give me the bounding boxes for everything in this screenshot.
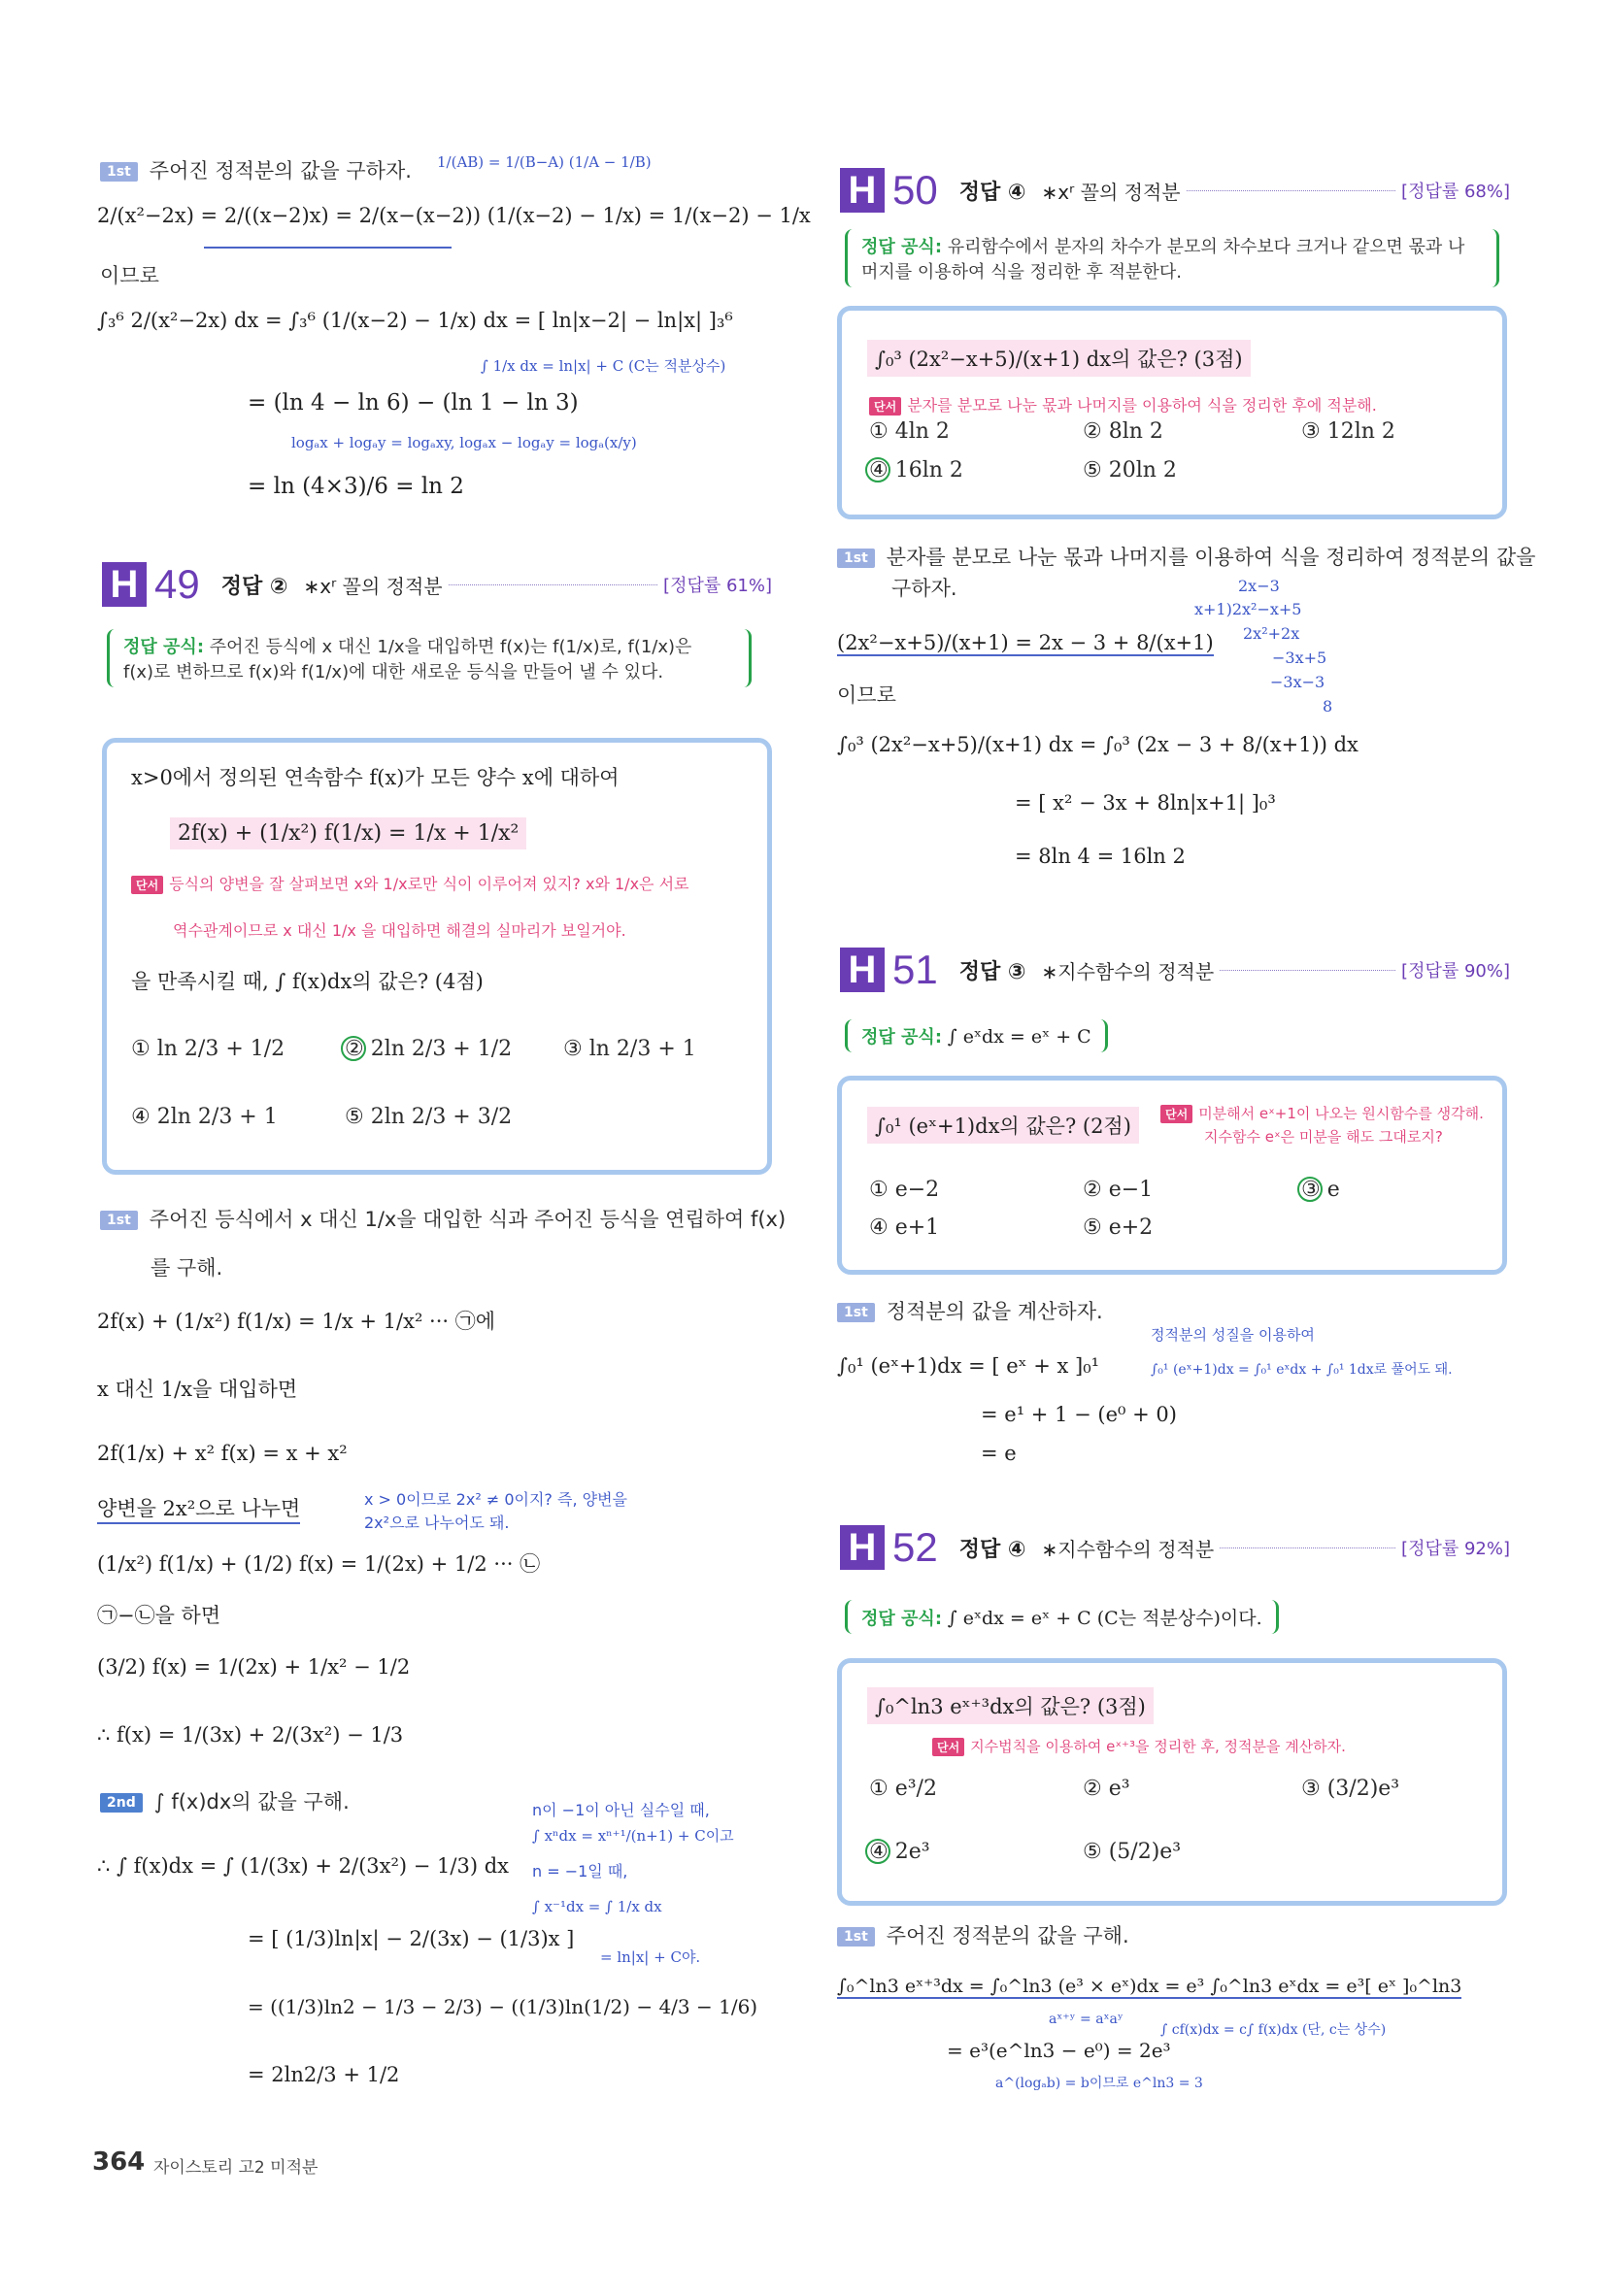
choice-1[interactable]: ① e−2	[869, 1178, 940, 1202]
hint-text: 지수법칙을 이용하여 eˣ⁺³을 정리한 후, 정적분을 계산하자.	[970, 1738, 1346, 1755]
choice-3[interactable]: ③ ln 2/3 + 1	[563, 1037, 696, 1061]
eq-subtract: ㉠−㉡을 하면	[97, 1604, 221, 1627]
eq-integral: ∫₀¹ (eˣ+1)dx = [ eˣ + x ]₀¹	[837, 1354, 1100, 1378]
underline	[204, 247, 452, 249]
h-badge: H	[102, 562, 147, 607]
answer-label: 정답 ③	[958, 959, 1026, 984]
formula-label: 정답 공식:	[861, 237, 943, 257]
choice-4[interactable]: ④ e+1	[869, 1215, 940, 1240]
dotted-leader	[1187, 189, 1395, 191]
formula-text: ∫ eˣdx = eˣ + C	[947, 1026, 1091, 1048]
dotted-leader	[1220, 1547, 1395, 1548]
problem-number: 51	[892, 947, 938, 992]
formula-text: ∫ eˣdx = eˣ + C (C는 적분상수)이다.	[947, 1608, 1262, 1629]
eq-answer: = 2ln2/3 + 1/2	[248, 2063, 400, 2086]
choice-2-label: ② 2ln 2/3 + 1/2	[345, 1037, 513, 1061]
question-text: ∫₀³ (2x²−x+5)/(x+1) dx의 값은? (3점)	[867, 340, 1251, 377]
problem-header-50	[840, 167, 1510, 214]
choice-2[interactable]: ② 8ln 2	[1083, 419, 1163, 444]
formula-text-2: 머지를 이용하여 식을 정리한 후 적분한다.	[861, 262, 1182, 283]
division-line-1: x+1)2x²−x+5	[1194, 600, 1302, 618]
eq-result-ln2: = ln (4×3)/6 = ln 2	[248, 474, 464, 499]
accuracy-rate: [정답률 90%]	[1401, 961, 1510, 982]
choice-3[interactable]: ③ 12ln 2	[1301, 419, 1395, 444]
step-text: 정적분의 값을 계산하자.	[886, 1300, 1103, 1323]
hint-badge: 단서	[932, 1738, 964, 1756]
choice-5[interactable]: ⑤ 2ln 2/3 + 3/2	[345, 1105, 513, 1129]
eq-evaluate: = e¹ + 1 − (e⁰ + 0)	[981, 1403, 1177, 1426]
choice-2[interactable]	[345, 1037, 512, 1061]
division-quotient: 2x−3	[1238, 577, 1280, 595]
choice-2[interactable]: ② e−1	[1083, 1178, 1154, 1202]
correct-answer-circle	[1297, 1177, 1323, 1202]
choice-1[interactable]: ① e³/2	[869, 1777, 937, 1801]
correct-answer-circle	[865, 1839, 890, 1864]
formula-text-2: f(x)로 변하므로 f(x)와 f(1/x)에 대한 새로운 등식을 만들어 낼 수 있다.	[123, 662, 664, 682]
choice-4-label: ④ 2e³	[869, 1840, 930, 1864]
problem-header-52	[840, 1524, 1510, 1571]
eq-integral: ∫₀^ln3 eˣ⁺³dx = ∫₀^ln3 (e³ × eˣ)dx = e³ ∫₀^ln3 eˣdx = e³[ eˣ ]₀^ln3	[837, 1976, 1462, 1997]
text-imeuro: 이므로	[837, 683, 896, 707]
note-divide-1: x > 0이므로 2x² ≠ 0이지? 즉, 양변을	[364, 1490, 627, 1509]
choice-4[interactable]: ④ 2ln 2/3 + 1	[131, 1105, 278, 1129]
division-line-4: −3x−3	[1270, 673, 1325, 691]
note-property-2: ∫₀¹ (eˣ+1)dx = ∫₀¹ eˣdx + ∫₀¹ 1dx로 풀어도 돼.	[1151, 1362, 1453, 1378]
eq-substitute-text: x 대신 1/x을 대입하면	[97, 1378, 298, 1401]
formula-label: 정답 공식:	[861, 1027, 943, 1048]
formula-label: 정답 공식:	[861, 1609, 943, 1629]
choice-3[interactable]	[1301, 1178, 1340, 1202]
problem-header-51	[840, 947, 1510, 993]
hint-line-2: 역수관계이므로 x 대신 1/x 을 대입하면 해결의 실마리가 보일거야.	[173, 921, 626, 940]
h-badge: H	[840, 948, 885, 992]
correct-answer-circle	[341, 1036, 366, 1061]
topic-label: ∗xʳ 꼴의 정적분	[1041, 180, 1181, 204]
note-constant-multiple: ∫ cf(x)dx = c∫ f(x)dx (단, c는 상수)	[1160, 2022, 1387, 2038]
step-badge: 1st	[100, 1211, 138, 1230]
step-badge: 1st	[100, 162, 138, 182]
hint-text: 미분해서 eˣ+1이 나오는 원시함수를 생각해.	[1198, 1105, 1484, 1122]
formula-box-49	[107, 629, 752, 687]
hint-badge: 단서	[131, 876, 163, 894]
hint-badge: 단서	[869, 397, 901, 416]
choice-2[interactable]: ② e³	[1083, 1777, 1130, 1801]
division-line-3: −3x+5	[1272, 649, 1327, 667]
note-power-rule-3: n = −1일 때,	[532, 1862, 628, 1880]
division-line-2: 2x²+2x	[1243, 624, 1300, 643]
formula-text-1: 주어진 등식에 x 대신 1/x을 대입하면 f(x)는 f(1/x)로, f(1/x)은	[209, 637, 692, 657]
step-text: 주어진 정적분의 값을 구해.	[886, 1924, 1129, 1947]
note-power-rule-4: ∫ x⁻¹dx = ∫ 1/x dx	[532, 1898, 662, 1915]
answer-label: 정답 ②	[220, 574, 288, 599]
step-line-2	[100, 1786, 350, 1815]
accuracy-rate: [정답률 61%]	[663, 576, 772, 596]
choice-3[interactable]: ③ (3/2)e³	[1301, 1777, 1400, 1801]
hint-badge: 단서	[1160, 1105, 1192, 1123]
eq-answer: = 8ln 4 = 16ln 2	[1015, 845, 1186, 868]
step-text: 주어진 정적분의 값을 구하자.	[149, 159, 412, 183]
eq-fx: ∴ f(x) = 1/(3x) + 2/(3x²) − 1/3	[97, 1723, 404, 1747]
step-badge: 1st	[837, 1927, 875, 1947]
eq-evaluate: = ((1/3)ln2 − 1/3 − 2/3) − ((1/3)ln(1/2) − 4/3 − 1/6)	[248, 1995, 758, 2018]
eq-partial-fraction: 2/(x²−2x) = 2/((x−2)x) = 2/(x−(x−2)) (1/(x−2) − 1/x) = 1/(x−2) − 1/x	[97, 204, 811, 227]
step-badge: 1st	[837, 1303, 875, 1322]
note-property-1: 정적분의 성질을 이용하여	[1151, 1326, 1315, 1344]
formula-text-1: 유리함수에서 분자의 차수가 분모의 차수보다 크거나 같으면 몫과 나	[947, 237, 1465, 257]
page-number: 364	[92, 2147, 146, 2177]
hint-line-1	[1160, 1103, 1484, 1123]
dotted-leader	[1220, 969, 1395, 971]
hint-line-1	[131, 872, 689, 894]
step-line	[100, 1204, 786, 1233]
problem-header-49	[102, 561, 772, 608]
choice-4[interactable]	[869, 458, 963, 482]
eq-given: 2f(x) + (1/x²) f(1/x) = 1/x + 1/x² ··· ㉠에	[97, 1310, 496, 1333]
eq-integral-setup: ∴ ∫ f(x)dx = ∫ (1/(3x) + 2/(3x²) − 1/3) dx	[97, 1854, 510, 1878]
step-text-cont: 구하자.	[891, 577, 957, 600]
text-imeuro: 이므로	[100, 264, 159, 287]
step-badge: 2nd	[100, 1793, 143, 1813]
eq-three-halves: (3/2) f(x) = 1/(2x) + 1/x² − 1/2	[97, 1655, 411, 1679]
step-text: 분자를 분모로 나눈 몫과 나머지를 이용하여 식을 정리하여 정적분의 값을	[886, 546, 1536, 569]
topic-label: ∗지수함수의 정적분	[1041, 959, 1215, 983]
answer-label: 정답 ④	[958, 1537, 1026, 1562]
eq-divide: 양변을 2x²으로 나누면	[97, 1493, 300, 1524]
formula-box-50	[845, 229, 1499, 287]
dotted-leader	[449, 583, 657, 585]
choice-1[interactable]: ① ln 2/3 + 1/2	[131, 1037, 285, 1061]
hint-line	[932, 1736, 1346, 1756]
step-line	[837, 1296, 1103, 1325]
step-line	[100, 155, 412, 184]
eq-answer: = e	[981, 1442, 1017, 1465]
step-line	[837, 542, 1535, 571]
note-power-rule-2: ∫ xⁿdx = xⁿ⁺¹/(n+1) + C이고	[532, 1827, 734, 1845]
eq-antiderivative: = [ (1/3)ln|x| − 2/(3x) − (1/3)x ]	[248, 1927, 575, 1950]
choice-1[interactable]: ① 4ln 2	[869, 419, 950, 444]
question-text: ∫₀^ln3 eˣ⁺³dx의 값은? (3점)	[867, 1687, 1154, 1724]
note-power-rule-5: = ln|x| + C야.	[600, 1948, 701, 1966]
h-badge: H	[840, 1525, 885, 1570]
correct-answer-circle	[865, 457, 890, 482]
note-log-exp: a^(logₐb) = b이므로 e^ln3 = 3	[995, 2076, 1203, 2091]
formula-label: 정답 공식:	[123, 637, 205, 657]
note-exp-law: aˣ⁺ʸ = aˣaʸ	[1049, 2012, 1124, 2027]
eq-answer: = e³(e^ln3 − e⁰) = 2e³	[947, 2039, 1171, 2062]
hint-line-2: 지수함수 eˣ은 미분을 해도 그대로지?	[1204, 1128, 1443, 1146]
note-integral-log: ∫ 1/x dx = ln|x| + C (C는 적분상수)	[481, 357, 726, 375]
choice-5[interactable]: ⑤ 20ln 2	[1083, 458, 1177, 482]
eq-integral: ∫₀³ (2x²−x+5)/(x+1) dx = ∫₀³ (2x − 3 + 8/(x+1)) dx	[837, 733, 1358, 756]
step-text-cont: 를 구해.	[151, 1256, 223, 1280]
eq-antiderivative: = [ x² − 3x + 8ln|x+1| ]₀³	[1015, 791, 1276, 815]
note-partial-fraction: 1/(AB) = 1/(B−A) (1/A − 1/B)	[437, 153, 652, 171]
step-badge: 1st	[837, 549, 875, 568]
division-remainder: 8	[1323, 697, 1333, 715]
hint-text: 등식의 양변을 잘 살펴보면 x와 1/x로만 식이 이루어져 있지? x와 1/x은 서로	[169, 875, 689, 893]
note-power-rule-1: n이 −1이 아닌 실수일 때,	[532, 1801, 710, 1819]
eq-long-division: (2x²−x+5)/(x+1) = 2x − 3 + 8/(x+1)	[837, 631, 1214, 654]
choice-5[interactable]: ⑤ (5/2)e³	[1083, 1840, 1182, 1864]
choice-4-label: ④ 16ln 2	[869, 458, 963, 482]
answer-label: 정답 ④	[958, 180, 1026, 205]
note-divide-2: 2x²으로 나누어도 돼.	[364, 1514, 510, 1532]
problem-number: 50	[892, 167, 938, 213]
question-equation: 2f(x) + (1/x²) f(1/x) = 1/x + 1/x²	[170, 817, 526, 849]
accuracy-rate: [정답률 68%]	[1401, 182, 1510, 202]
accuracy-rate: [정답률 92%]	[1401, 1539, 1510, 1559]
hint-text: 분자를 분모로 나눈 몫과 나머지를 이용하여 식을 정리한 후에 적분해.	[907, 396, 1377, 415]
h-badge: H	[840, 168, 885, 213]
choice-3-label: ③ e	[1301, 1178, 1340, 1202]
question-text: x>0에서 정의된 연속함수 f(x)가 모든 양수 x에 대하여	[131, 766, 620, 789]
eq-substituted: 2f(1/x) + x² f(x) = x + x²	[97, 1442, 348, 1465]
problem-number: 52	[892, 1524, 938, 1570]
note-log-rules: logₐx + logₐy = logₐxy, logₐx − logₐy = logₐ(x/y)	[291, 434, 637, 451]
step-line	[837, 1920, 1129, 1949]
question-text-2: 을 만족시킬 때, ∫ f(x)dx의 값은? (4점)	[131, 970, 484, 993]
hint-line	[869, 393, 1377, 416]
choice-5[interactable]: ⑤ e+2	[1083, 1215, 1154, 1240]
eq-divided: (1/x²) f(1/x) + (1/2) f(x) = 1/(2x) + 1/2 ··· ㉡	[97, 1552, 541, 1576]
topic-label: ∗xʳ 꼴의 정적분	[303, 574, 443, 598]
step-text: ∫ f(x)dx의 값을 구해.	[153, 1790, 350, 1814]
step-text: 주어진 등식에서 x 대신 1/x을 대입한 식과 주어진 등식을 연립하여 f(x)	[149, 1208, 787, 1231]
topic-label: ∗지수함수의 정적분	[1041, 1537, 1215, 1561]
eq-integral: ∫₃⁶ 2/(x²−2x) dx = ∫₃⁶ (1/(x−2) − 1/x) dx = [ ln|x−2| − ln|x| ]₃⁶	[97, 309, 733, 332]
problem-number: 49	[154, 561, 200, 607]
formula-box-52	[845, 1600, 1279, 1634]
choice-4[interactable]	[869, 1840, 930, 1864]
book-title: 자이스토리 고2 미적분	[153, 2158, 319, 2178]
question-text: ∫₀¹ (eˣ+1)dx의 값은? (2점)	[867, 1107, 1139, 1144]
eq-ln-diff: = (ln 4 − ln 6) − (ln 1 − ln 3)	[248, 390, 579, 416]
formula-box-51	[845, 1019, 1108, 1052]
